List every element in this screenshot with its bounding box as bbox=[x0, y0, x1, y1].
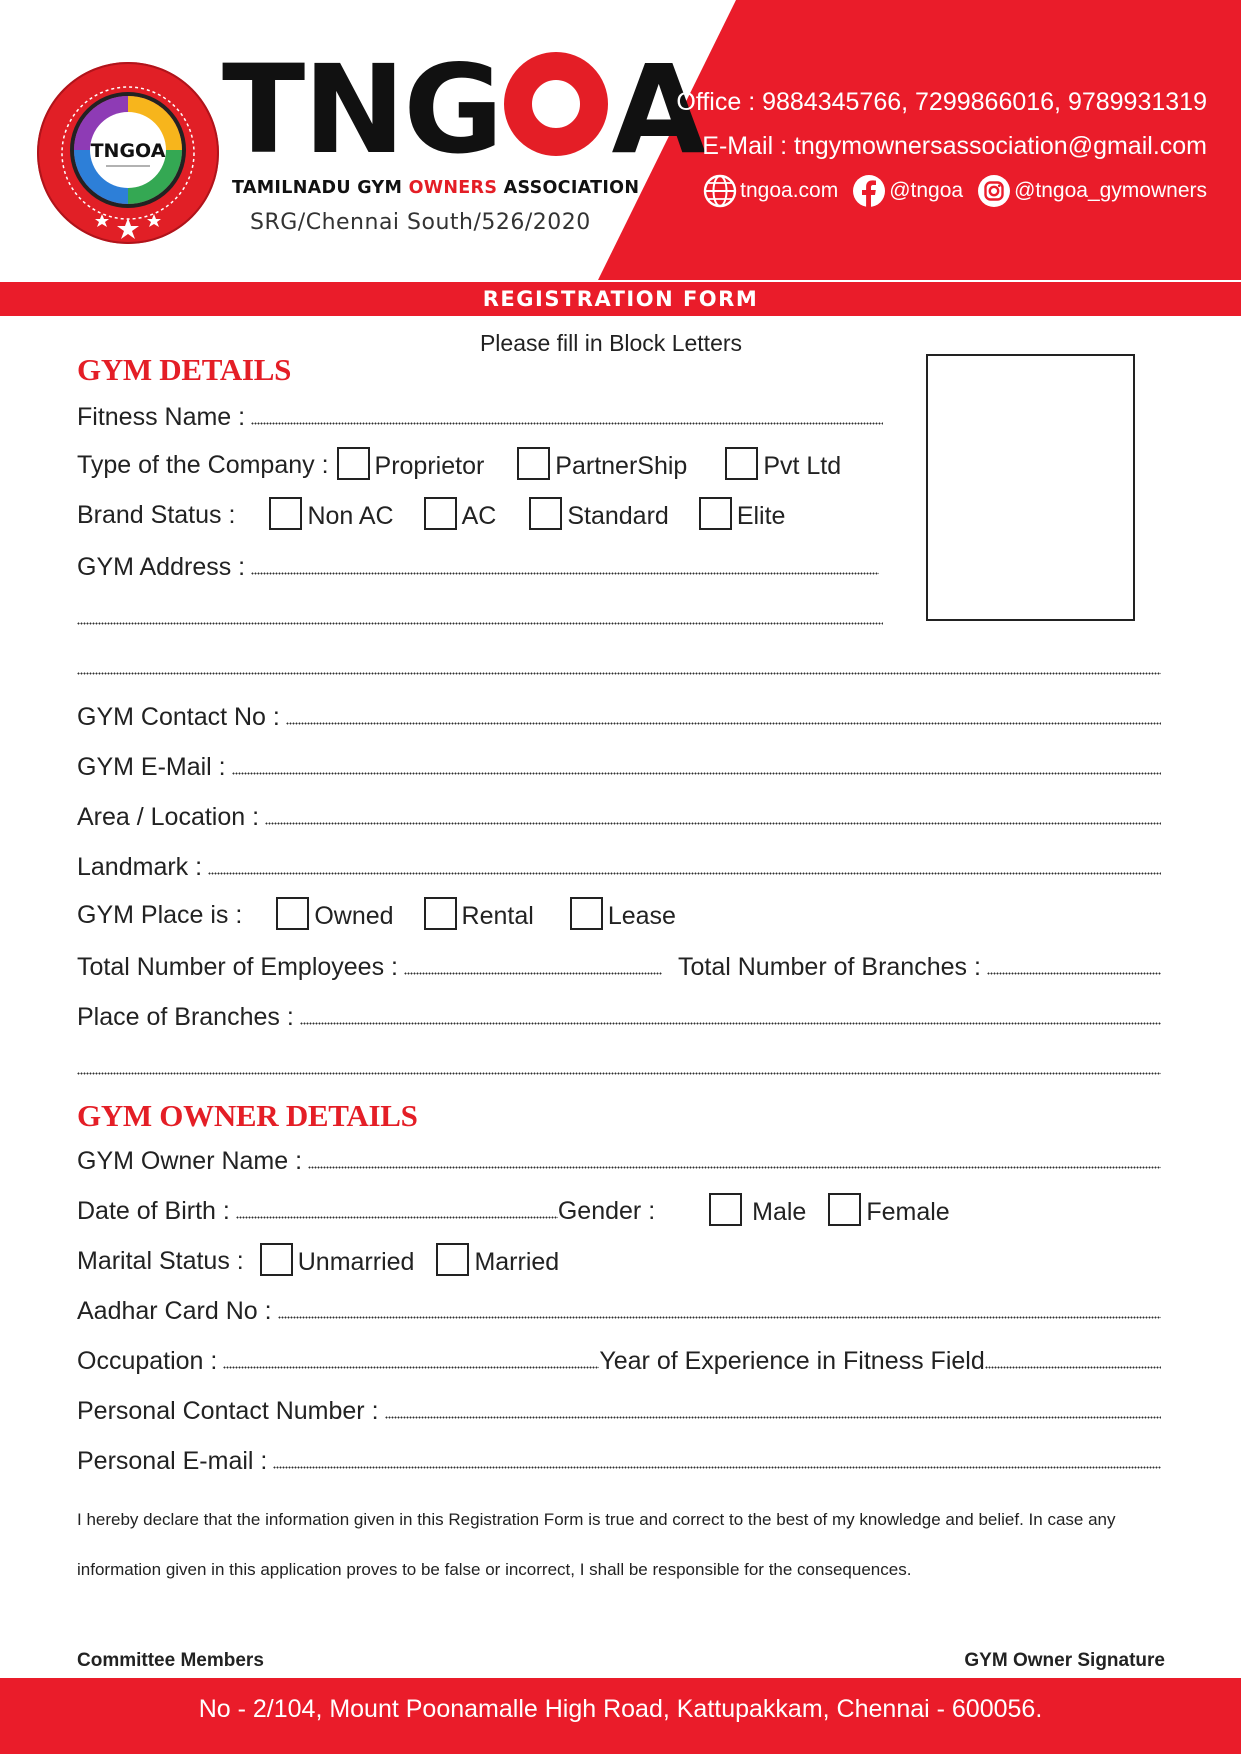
checkbox-ac[interactable] bbox=[424, 497, 457, 530]
checkbox-rental[interactable] bbox=[424, 897, 457, 930]
landmark-row bbox=[77, 848, 1161, 882]
checkbox-married[interactable] bbox=[436, 1243, 469, 1276]
checkbox-pvt-ltd[interactable] bbox=[725, 447, 758, 480]
gym-address-field[interactable] bbox=[251, 572, 879, 575]
fitness-name-row bbox=[77, 398, 883, 432]
brand-prefix: TNG bbox=[222, 39, 502, 181]
gym-details-heading: GYM DETAILS bbox=[77, 352, 292, 387]
option-proprietor[interactable]: Proprietor bbox=[337, 447, 485, 480]
checkbox-male[interactable] bbox=[709, 1193, 742, 1226]
employees-branches-row bbox=[77, 948, 1161, 982]
option-married[interactable]: Married bbox=[436, 1243, 559, 1276]
brand-status-label: Brand Status : bbox=[77, 501, 236, 529]
option-owned[interactable]: Owned bbox=[276, 897, 393, 930]
option-lease[interactable]: Lease bbox=[570, 897, 676, 930]
gym-address-line-2 bbox=[77, 598, 883, 632]
instagram-text: @tngoa_gymowners bbox=[1014, 179, 1207, 202]
company-type-label: Type of the Company : bbox=[77, 451, 329, 479]
aadhar-field[interactable] bbox=[278, 1316, 1161, 1319]
gym-email-label: GYM E-Mail : bbox=[77, 753, 226, 781]
facebook-text: @tngoa bbox=[889, 179, 964, 202]
brand-status-row bbox=[77, 496, 785, 530]
dob-gender-row bbox=[77, 1192, 950, 1226]
registration-form-title: REGISTRATION FORM bbox=[0, 280, 1241, 316]
gym-address-row bbox=[77, 548, 879, 582]
checkbox-partnership[interactable] bbox=[517, 447, 550, 480]
brand-ring-o-icon bbox=[501, 46, 611, 156]
company-type-row bbox=[77, 446, 841, 480]
checkbox-standard[interactable] bbox=[529, 497, 562, 530]
option-non-ac[interactable]: Non AC bbox=[269, 497, 393, 530]
checkbox-proprietor[interactable] bbox=[337, 447, 370, 480]
gender-label: Gender : bbox=[557, 1197, 656, 1225]
committee-members-signature: Committee Members bbox=[77, 1650, 264, 1671]
owner-details-heading: GYM OWNER DETAILS bbox=[77, 1098, 418, 1133]
social-links bbox=[703, 174, 1207, 208]
checkbox-unmarried[interactable] bbox=[260, 1243, 293, 1276]
place-of-branches-field-2[interactable] bbox=[77, 1072, 1161, 1075]
checkbox-elite[interactable] bbox=[699, 497, 732, 530]
employees-label: Total Number of Employees : bbox=[77, 953, 398, 981]
facebook-link[interactable] bbox=[852, 174, 963, 208]
seal-text: TNGOA bbox=[90, 140, 166, 162]
place-of-branches-label: Place of Branches : bbox=[77, 1003, 294, 1031]
gym-email-row bbox=[77, 748, 1161, 782]
gym-place-label: GYM Place is : bbox=[77, 901, 243, 929]
experience-field[interactable] bbox=[985, 1366, 1161, 1369]
gym-address-field-2[interactable] bbox=[77, 622, 883, 625]
checkbox-lease[interactable] bbox=[570, 897, 603, 930]
occupation-label: Occupation : bbox=[77, 1347, 218, 1375]
option-ac[interactable]: AC bbox=[424, 497, 497, 530]
dob-field[interactable] bbox=[236, 1216, 558, 1219]
gym-owner-signature: GYM Owner Signature bbox=[964, 1650, 1165, 1671]
registration-number: SRG/Chennai South/526/2020 bbox=[250, 210, 591, 235]
gym-contact-field[interactable] bbox=[286, 722, 1161, 725]
fitness-name-field[interactable] bbox=[251, 422, 883, 425]
option-unmarried[interactable]: Unmarried bbox=[260, 1243, 415, 1276]
option-elite[interactable]: Elite bbox=[699, 497, 786, 530]
gym-address-label: GYM Address : bbox=[77, 553, 246, 581]
place-of-branches-field[interactable] bbox=[300, 1022, 1161, 1025]
aadhar-label: Aadhar Card No : bbox=[77, 1297, 272, 1325]
experience-label: Year of Experience in Fitness Field bbox=[599, 1347, 985, 1375]
owner-name-label: GYM Owner Name : bbox=[77, 1147, 303, 1175]
checkbox-owned[interactable] bbox=[276, 897, 309, 930]
gym-contact-label: GYM Contact No : bbox=[77, 703, 280, 731]
option-pvt-ltd[interactable]: Pvt Ltd bbox=[725, 447, 841, 480]
option-rental[interactable]: Rental bbox=[424, 897, 534, 930]
office-phone-numbers: Office : 9884345766, 7299866016, 9789931319 bbox=[676, 88, 1207, 116]
area-location-field[interactable] bbox=[265, 822, 1161, 825]
branches-label: Total Number of Branches : bbox=[677, 953, 981, 981]
facebook-icon bbox=[852, 174, 886, 208]
photo-placeholder-box[interactable] bbox=[926, 354, 1135, 621]
gym-address-field-3[interactable] bbox=[77, 672, 1161, 675]
footer-address: No - 2/104, Mount Poonamalle High Road, Kattupakkam, Chennai - 600056. bbox=[0, 1678, 1241, 1754]
option-male[interactable]: Male bbox=[709, 1193, 806, 1226]
gym-address-line-3 bbox=[77, 648, 1161, 682]
aadhar-row bbox=[77, 1292, 1161, 1326]
gym-place-row bbox=[77, 896, 676, 930]
instagram-icon bbox=[977, 174, 1011, 208]
branches-field[interactable] bbox=[987, 972, 1161, 975]
block-letters-note: Please fill in Block Letters bbox=[479, 330, 743, 356]
owner-name-field[interactable] bbox=[308, 1166, 1161, 1169]
association-name: TAMILNADU GYM OWNERS ASSOCIATION bbox=[232, 178, 640, 198]
personal-email-label: Personal E-mail : bbox=[77, 1447, 268, 1475]
occupation-experience-row bbox=[77, 1342, 1161, 1376]
gym-email-field[interactable] bbox=[232, 772, 1161, 775]
personal-contact-row bbox=[77, 1392, 1161, 1426]
place-of-branches-line-2 bbox=[77, 1048, 1161, 1082]
website-text: tngoa.com bbox=[740, 179, 839, 202]
personal-contact-label: Personal Contact Number : bbox=[77, 1397, 379, 1425]
declaration-text: I hereby declare that the information given in this Registration Form is true and correct to the best of my knowledge and belief. In case any information given in this application proves to be false or incorrect, I shall be responsible for the consequences. bbox=[77, 1510, 1116, 1579]
place-of-branches-row bbox=[77, 998, 1161, 1032]
marital-status-label: Marital Status : bbox=[77, 1247, 244, 1275]
globe-icon bbox=[703, 174, 737, 208]
gym-contact-row bbox=[77, 698, 1161, 732]
landmark-label: Landmark : bbox=[77, 853, 203, 881]
owner-name-row bbox=[77, 1142, 1161, 1176]
association-email: E-Mail : tngymownersassociation@gmail.com bbox=[702, 132, 1207, 160]
association-seal-logo bbox=[36, 58, 220, 248]
personal-email-row bbox=[77, 1442, 1161, 1476]
employees-field[interactable] bbox=[404, 972, 662, 975]
instagram-link[interactable] bbox=[977, 174, 1207, 208]
occupation-field[interactable] bbox=[223, 1366, 599, 1369]
brand-suffix: A bbox=[611, 39, 704, 181]
website-link[interactable] bbox=[703, 174, 838, 208]
letterhead-header bbox=[0, 0, 1241, 280]
checkbox-female[interactable] bbox=[828, 1193, 861, 1226]
landmark-field[interactable] bbox=[208, 872, 1161, 875]
area-location-label: Area / Location : bbox=[77, 803, 260, 831]
marital-status-row bbox=[77, 1242, 559, 1276]
option-partnership[interactable]: PartnerShip bbox=[517, 447, 687, 480]
area-location-row bbox=[77, 798, 1161, 832]
checkbox-non-ac[interactable] bbox=[269, 497, 302, 530]
brand-wordmark bbox=[222, 39, 704, 181]
fitness-name-label: Fitness Name : bbox=[77, 403, 246, 431]
option-standard[interactable]: Standard bbox=[529, 497, 668, 530]
personal-contact-field[interactable] bbox=[385, 1416, 1161, 1419]
dob-label: Date of Birth : bbox=[77, 1197, 230, 1225]
option-female[interactable]: Female bbox=[828, 1193, 949, 1226]
personal-email-field[interactable] bbox=[273, 1466, 1161, 1469]
